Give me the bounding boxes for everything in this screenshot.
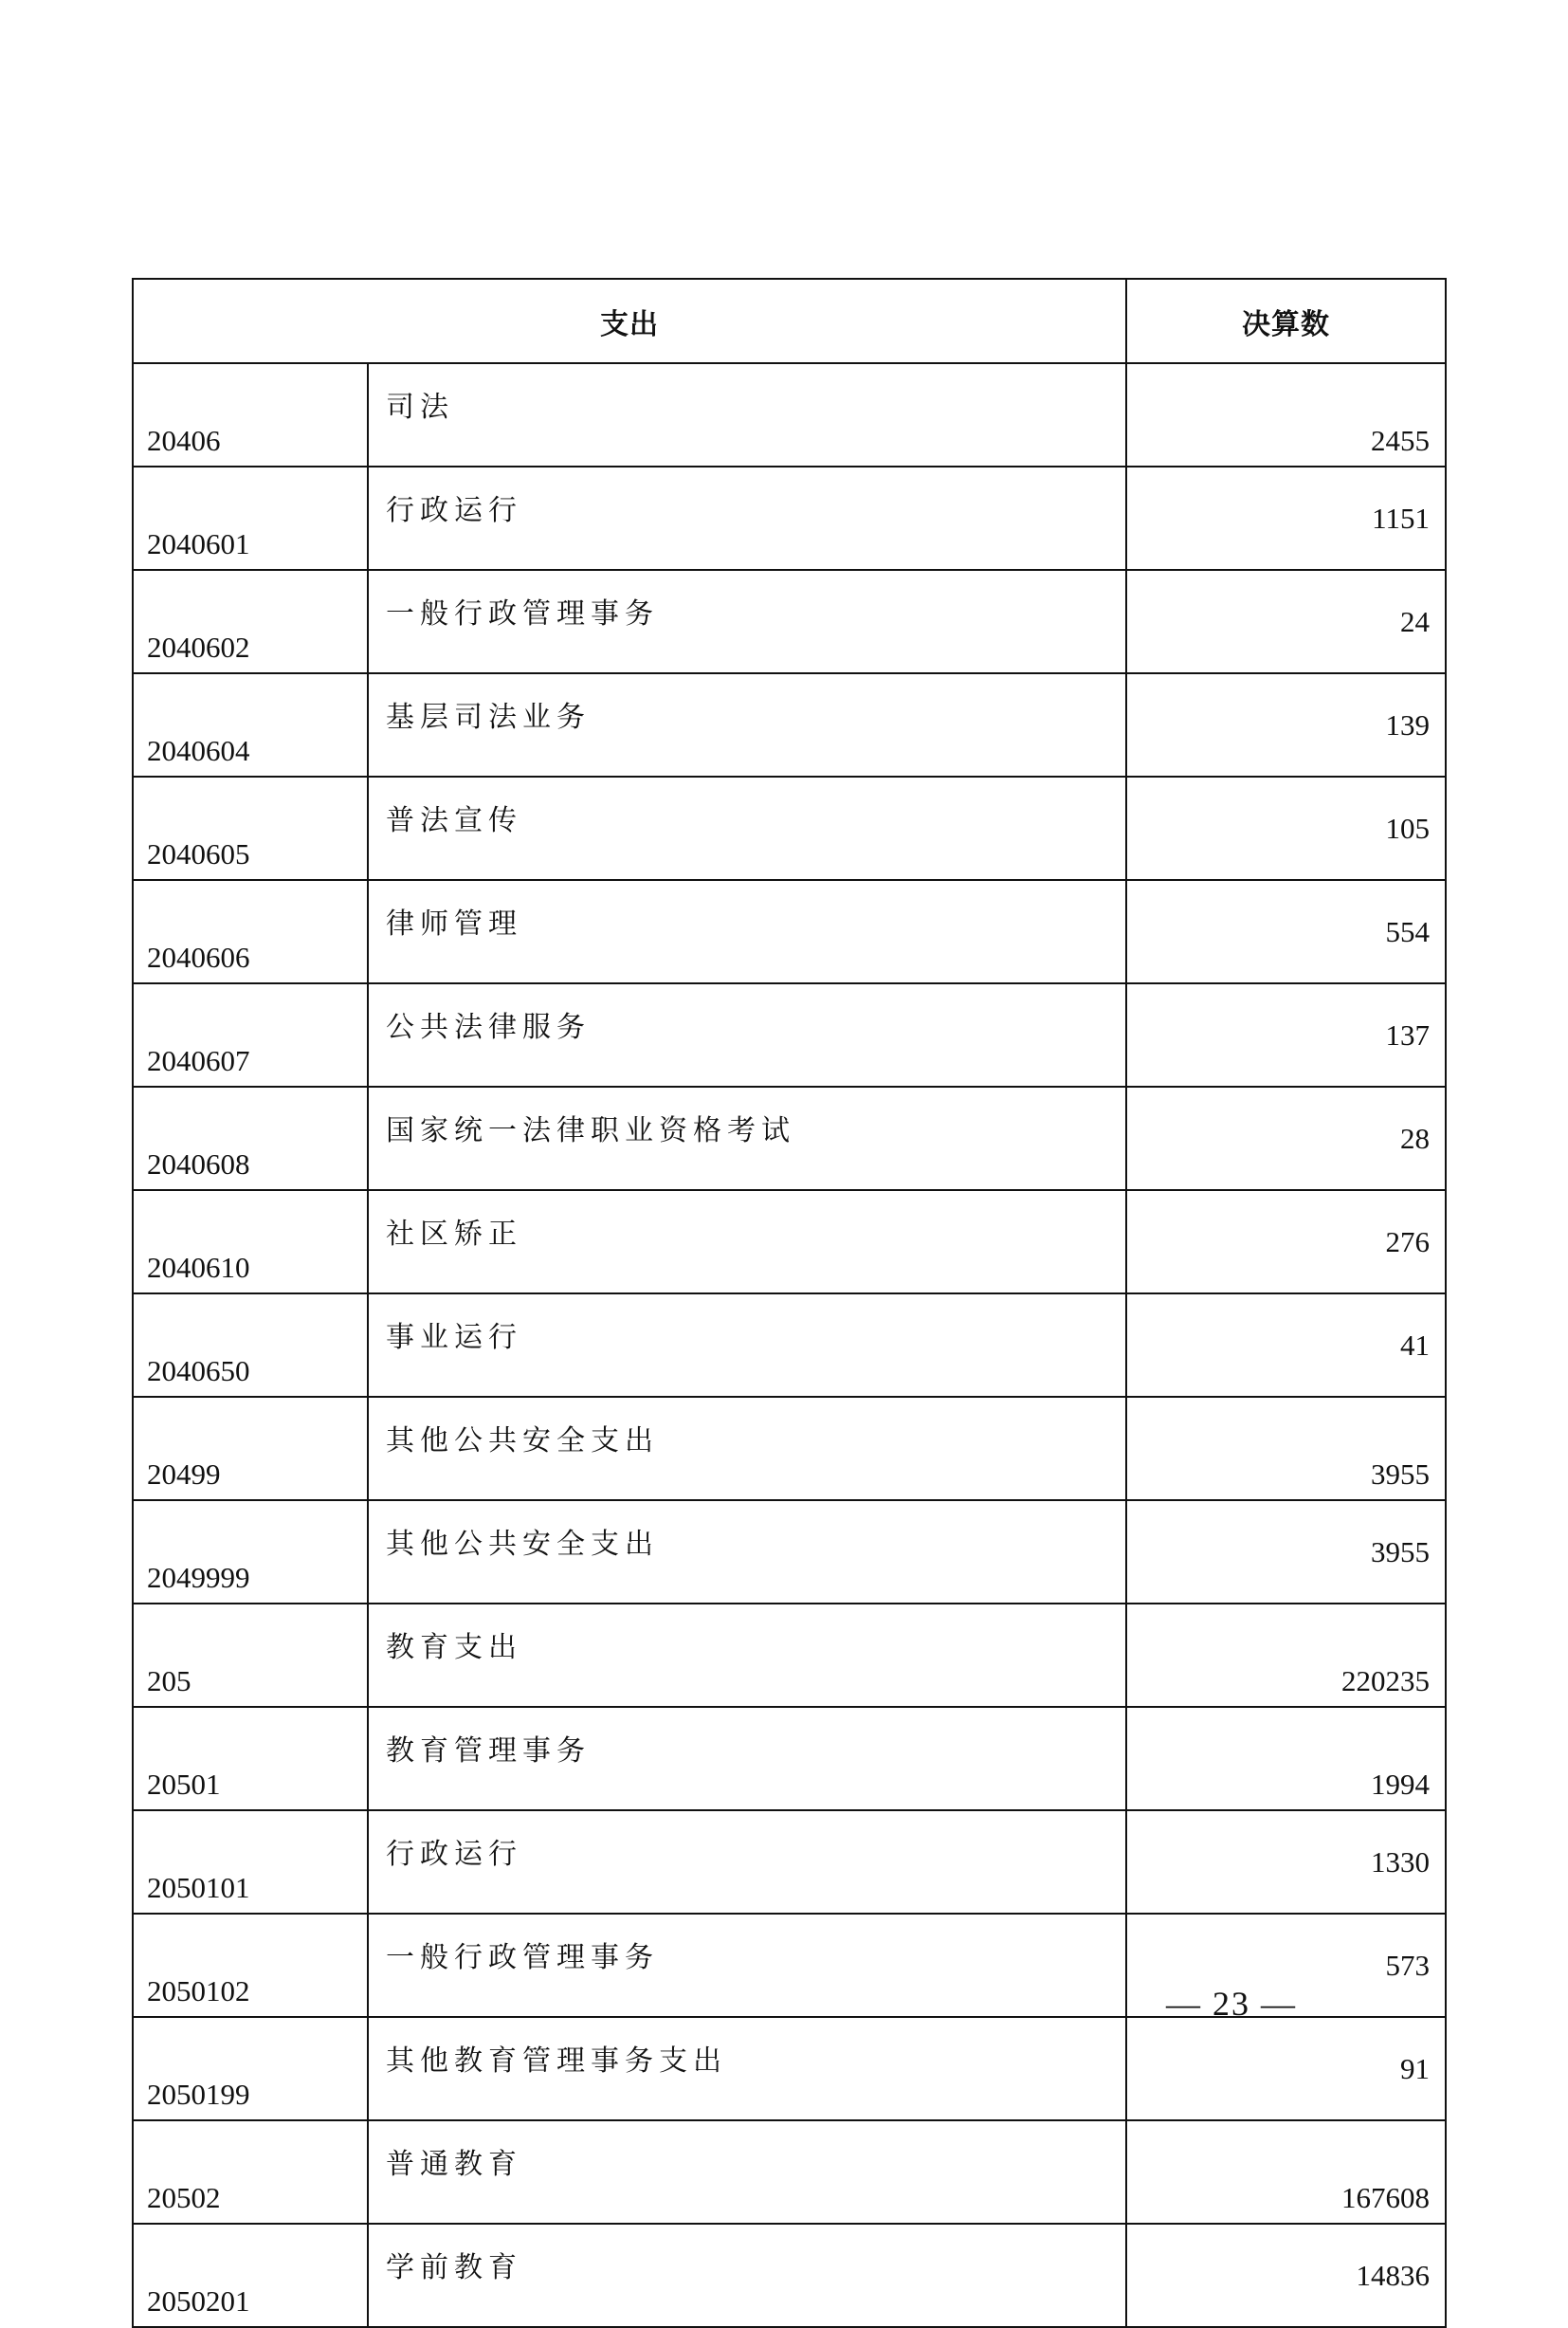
item-name: 教育管理事务 [368,1707,1126,1810]
item-name: 教育支出 [368,1604,1126,1707]
header-expenditure: 支出 [133,279,1126,363]
item-name: 行政运行 [368,467,1126,570]
item-code: 2050101 [133,1810,368,1914]
item-name: 基层司法业务 [368,673,1126,777]
item-amount: 14836 [1126,2224,1446,2327]
item-amount: 276 [1126,1190,1446,1293]
item-name: 行政运行 [368,1810,1126,1914]
item-code: 2040602 [133,570,368,673]
item-code: 2040650 [133,1293,368,1397]
item-amount: 554 [1126,880,1446,983]
item-name: 一般行政管理事务 [368,1914,1126,2017]
item-amount: 91 [1126,2017,1446,2120]
item-name: 律师管理 [368,880,1126,983]
item-amount: 28 [1126,1087,1446,1190]
table-row [133,467,1446,570]
item-amount: 41 [1126,1293,1446,1397]
item-code: 2040607 [133,983,368,1087]
item-code: 2050201 [133,2224,368,2327]
item-code: 205 [133,1604,368,1707]
item-code: 2040608 [133,1087,368,1190]
table-row [133,2120,1446,2224]
item-amount: 3955 [1126,1500,1446,1604]
table-row [133,2017,1446,2120]
table-row [133,2224,1446,2327]
item-code: 20406 [133,363,368,467]
item-name: 普法宣传 [368,777,1126,880]
table-row [133,880,1446,983]
item-amount: 3955 [1126,1397,1446,1500]
item-code: 2050199 [133,2017,368,2120]
item-amount: 220235 [1126,1604,1446,1707]
item-name: 其他公共安全支出 [368,1500,1126,1604]
item-code: 20501 [133,1707,368,1810]
item-amount: 2455 [1126,363,1446,467]
table-row [133,363,1446,467]
item-name: 事业运行 [368,1293,1126,1397]
header-final-amount: 决算数 [1126,279,1446,363]
item-amount: 167608 [1126,2120,1446,2224]
table-row [133,1293,1446,1397]
item-name: 司法 [368,363,1126,467]
table-row [133,1190,1446,1293]
table-row [133,983,1446,1087]
item-name: 一般行政管理事务 [368,570,1126,673]
item-amount: 137 [1126,983,1446,1087]
item-name: 社区矫正 [368,1190,1126,1293]
item-name: 普通教育 [368,2120,1126,2224]
item-amount: 1330 [1126,1810,1446,1914]
table-row [133,1604,1446,1707]
item-code: 2040610 [133,1190,368,1293]
table-row [133,1500,1446,1604]
item-amount: 139 [1126,673,1446,777]
table-row [133,1087,1446,1190]
item-code: 2040601 [133,467,368,570]
item-code: 2040605 [133,777,368,880]
table-row [133,1810,1446,1914]
table-row [133,1397,1446,1500]
item-amount: 1151 [1126,467,1446,570]
table-row [133,673,1446,777]
item-name: 其他公共安全支出 [368,1397,1126,1500]
item-amount: 24 [1126,570,1446,673]
item-name: 公共法律服务 [368,983,1126,1087]
item-amount: 1994 [1126,1707,1446,1810]
item-amount: 573 [1126,1914,1446,2017]
table-row [133,1707,1446,1810]
item-code: 2040604 [133,673,368,777]
item-code: 2050102 [133,1914,368,2017]
table-row [133,570,1446,673]
item-code: 20502 [133,2120,368,2224]
item-code: 20499 [133,1397,368,1500]
item-name: 其他教育管理事务支出 [368,2017,1126,2120]
table-header-row [133,279,1446,363]
page-number: — 23 — [1166,1985,1297,2023]
table-row [133,777,1446,880]
item-amount: 105 [1126,777,1446,880]
item-code: 2049999 [133,1500,368,1604]
item-name: 国家统一法律职业资格考试 [368,1087,1126,1190]
item-code: 2040606 [133,880,368,983]
item-name: 学前教育 [368,2224,1126,2327]
